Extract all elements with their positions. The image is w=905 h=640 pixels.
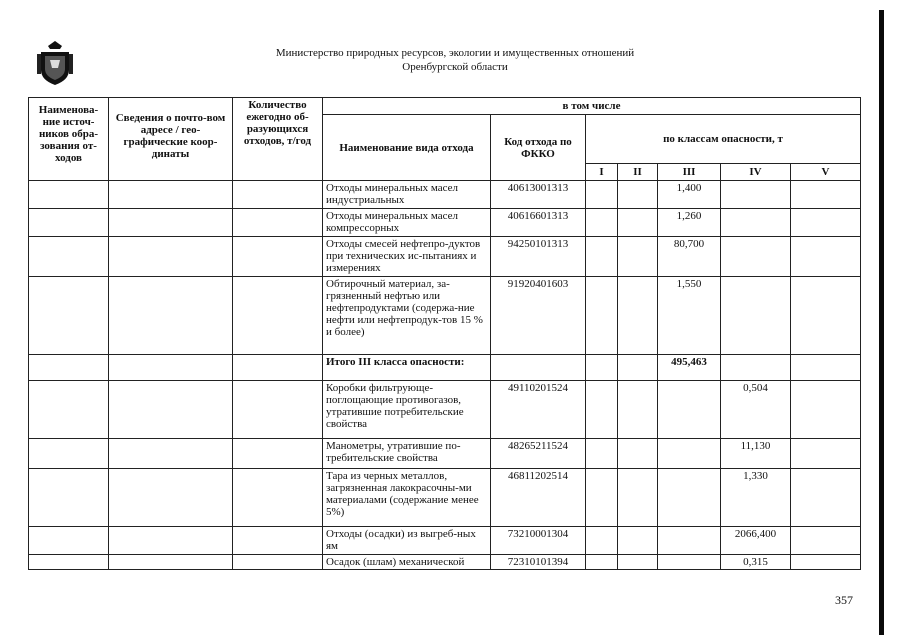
class-5-value bbox=[791, 181, 861, 209]
table-row bbox=[29, 469, 861, 527]
waste-code bbox=[491, 355, 586, 381]
header-waste-name: Наименование вида отхода bbox=[323, 115, 491, 181]
header-region: Оренбургской области bbox=[402, 61, 508, 73]
table-row bbox=[29, 181, 861, 209]
header-address: Сведения о почто-вом адресе / гео-графические коор-динаты bbox=[109, 98, 233, 181]
header-class-4: IV bbox=[721, 164, 791, 181]
class-3-value bbox=[658, 381, 721, 439]
page-number: 357 bbox=[835, 593, 853, 607]
header-class-5: V bbox=[791, 164, 861, 181]
waste-code: 73210001304 bbox=[491, 527, 586, 555]
waste-code: 46811202514 bbox=[491, 469, 586, 527]
class-3-value bbox=[658, 439, 721, 469]
class-4-value: 0,504 bbox=[721, 381, 791, 439]
class-4-value bbox=[721, 181, 791, 209]
class-4-value: 2066,400 bbox=[721, 527, 791, 555]
header-class-1: I bbox=[586, 164, 618, 181]
class-5-value bbox=[791, 527, 861, 555]
class-3-value: 1,260 bbox=[658, 209, 721, 237]
waste-name: Обтирочный материал, за-грязненный нефтью или нефтепродуктами (содержа-ние нефти или нефтепродук-тов 15 % и более) bbox=[323, 277, 491, 355]
class-5-value bbox=[791, 439, 861, 469]
waste-code: 91920401603 bbox=[491, 277, 586, 355]
class-4-value: 11,130 bbox=[721, 439, 791, 469]
class-4-value bbox=[721, 355, 791, 381]
header-class-3: III bbox=[658, 164, 721, 181]
class-5-value bbox=[791, 277, 861, 355]
waste-name: Коробки фильтрующе-поглощающие противогазов, утратившие потребительские свойства bbox=[323, 381, 491, 439]
waste-name: Отходы (осадки) из выгреб-ных ям bbox=[323, 527, 491, 555]
waste-name: Отходы минеральных масел индустриальных bbox=[323, 181, 491, 209]
waste-code: 40616601313 bbox=[491, 209, 586, 237]
table-row bbox=[29, 381, 861, 439]
table-row bbox=[29, 527, 861, 555]
class-4-value bbox=[721, 277, 791, 355]
waste-name: Тара из черных металлов, загрязненная лакокрасочны-ми материалами (содержание менее 5%) bbox=[323, 469, 491, 527]
table-row bbox=[29, 209, 861, 237]
scan-edge-bar bbox=[879, 10, 884, 635]
class-3-value: 1,400 bbox=[658, 181, 721, 209]
table-row bbox=[29, 439, 861, 469]
class-5-value bbox=[791, 381, 861, 439]
waste-name: Манометры, утратившие по-требительские свойства bbox=[323, 439, 491, 469]
waste-name: Отходы смесей нефтепро-дуктов при технических ис-пытаниях и измерениях bbox=[323, 237, 491, 277]
class-4-value bbox=[721, 237, 791, 277]
class-3-value: 1,550 bbox=[658, 277, 721, 355]
table-row-total bbox=[29, 355, 861, 381]
waste-code: 94250101313 bbox=[491, 237, 586, 277]
class-5-value bbox=[791, 237, 861, 277]
header-ministry: Министерство природных ресурсов, экологии и имущественных отношений bbox=[275, 47, 635, 59]
header-including: в том числе bbox=[323, 98, 861, 115]
waste-code: 72310101394 bbox=[491, 555, 586, 570]
waste-code: 48265211524 bbox=[491, 439, 586, 469]
table-row bbox=[29, 555, 861, 570]
header-source: Наименова-ние источ-ников обра-зования от-ходов bbox=[29, 98, 109, 181]
class-5-value bbox=[791, 355, 861, 381]
header-quantity: Количество ежегодно об-разующихся отходов, т/год bbox=[233, 98, 323, 181]
class-4-value: 0,315 bbox=[721, 555, 791, 570]
class-3-value bbox=[658, 555, 721, 570]
coat-of-arms-icon bbox=[36, 40, 74, 86]
header-fkko: Код отхода по ФККО bbox=[491, 115, 586, 181]
class-4-value bbox=[721, 209, 791, 237]
waste-code: 40613001313 bbox=[491, 181, 586, 209]
class-4-value: 1,330 bbox=[721, 469, 791, 527]
waste-code: 49110201524 bbox=[491, 381, 586, 439]
waste-name: Отходы минеральных масел компрессорных bbox=[323, 209, 491, 237]
class-3-value bbox=[658, 469, 721, 527]
waste-table bbox=[28, 97, 861, 570]
class-5-value bbox=[791, 555, 861, 570]
class-3-total: 495,463 bbox=[658, 355, 721, 381]
class-3-value bbox=[658, 527, 721, 555]
class-5-value bbox=[791, 209, 861, 237]
header-class-2: II bbox=[618, 164, 658, 181]
waste-name: Осадок (шлам) механической bbox=[323, 555, 491, 570]
document-header bbox=[150, 46, 760, 74]
total-label: Итого III класса опасности: bbox=[323, 355, 491, 381]
table-row bbox=[29, 277, 861, 355]
table-row bbox=[29, 237, 861, 277]
header-by-class: по классам опасности, т bbox=[586, 115, 861, 164]
class-5-value bbox=[791, 469, 861, 527]
class-3-value: 80,700 bbox=[658, 237, 721, 277]
